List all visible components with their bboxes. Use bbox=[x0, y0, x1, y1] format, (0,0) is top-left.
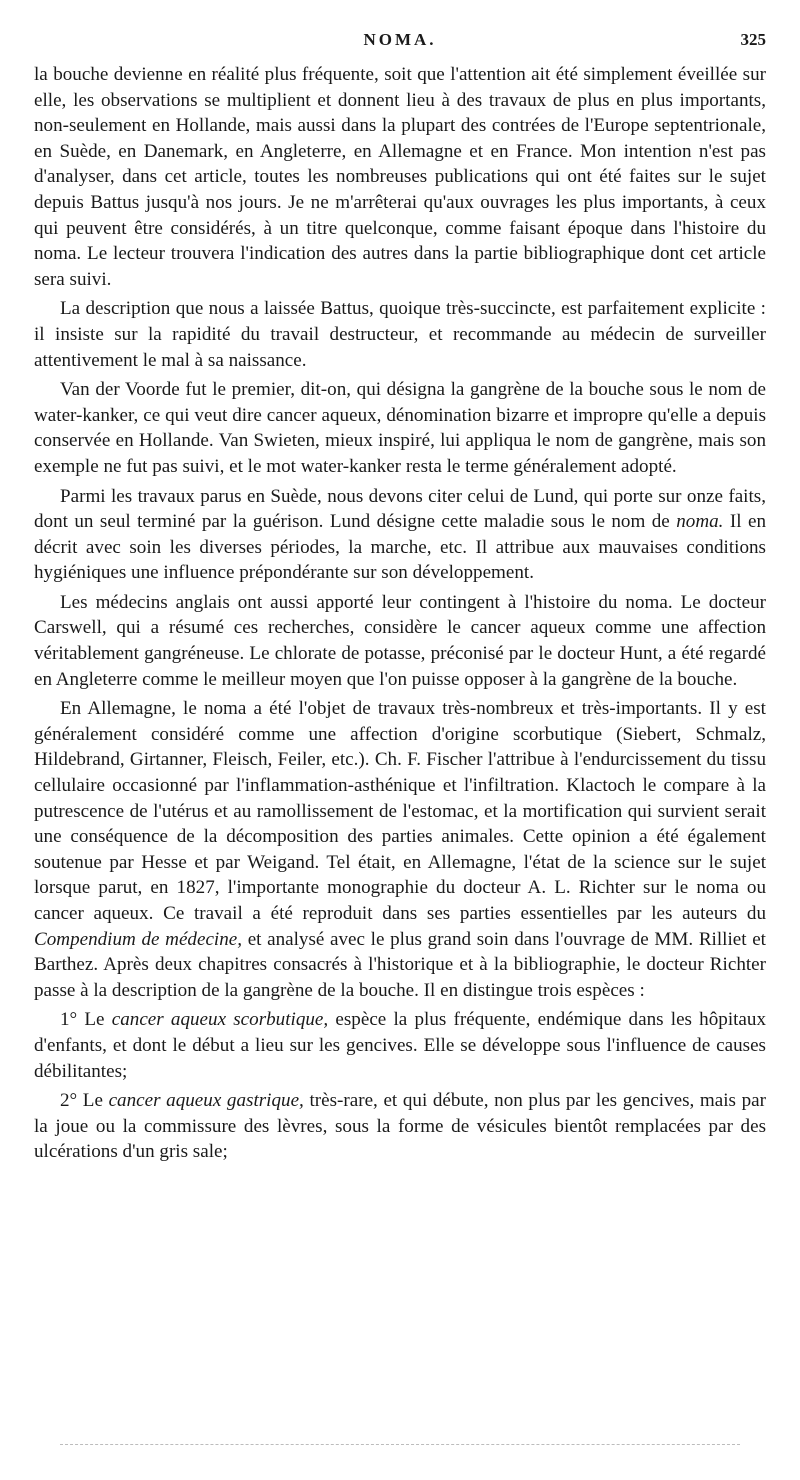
paragraph-text: la bouche devienne en réalité plus fréquente, soit que l'attention ait été simplement éveillée sur elle, les observations se multiplient et donnent lieu à des travaux de plus en plus importants, non-seulement en Hollande, mais aussi dans la plupart des contrées de l'Europe septentrionale, en Suède, en Danemark, en Angleterre, en Allemagne et en France. Mon intention n'est pas d'analyser, dans cet article, toutes les nombreuses publications qui ont été faites sur le sujet depuis Battus jusqu'à nos jours. Je ne m'arrêterai qu'aux ouvrages les plus importants, à ceux qui peuvent être considérés, à un titre quelconque, comme faisant époque dans l'histoire du noma. Le lecteur trouvera l'indication des autres dans la partie bibliographique dont cet article sera suivi. bbox=[34, 64, 766, 290]
paragraph bbox=[34, 590, 766, 692]
italic-term: cancer aqueux scorbutique, bbox=[111, 1009, 329, 1031]
italic-term: noma. bbox=[676, 511, 724, 533]
footer-divider bbox=[60, 1444, 740, 1445]
paragraph-text: Van der Voorde fut le premier, dit-on, qui désigna la gangrène de la bouche sous le nom de water-kanker, ce qui veut dire cancer aqueux, dénomination bizarre et impropre qu'elle a depuis conservée en Hollande. Van Swieten, mieux inspiré, lui appliqua le nom de gangrène, mais son exemple ne fut pas suivi, et le mot water-kanker resta le terme généralement adopté. bbox=[34, 379, 766, 477]
paragraph-text: Les médecins anglais ont aussi apporté leur contingent à l'histoire du noma. Le docteur Carswell, qui a résumé ces recherches, considère le cancer aqueux comme une affection véritablement gangréneuse. Le chlorate de potasse, préconisé par le docteur Hunt, a été regardé en Angleterre comme le meilleur moyen que l'on puisse opposer à la gangrène de la bouche. bbox=[34, 591, 766, 690]
list-item-text: très-rare, et qui débute, non plus par les gencives, mais par la joue ou la commissure des lèvres, sous la forme de vésicules bientôt remplacées par des ulcérations d'un gris sale; bbox=[34, 1090, 766, 1163]
page-number: 325 bbox=[740, 30, 766, 49]
paragraph-text: et analysé avec le plus grand soin dans l'ouvrage de MM. Rilliet et Barthez. Après deux chapitres consacrés à l'historique et à la bibliographie, le docteur Richter passe à la description de la gangrène de la bouche. Il en distingue trois espèces : bbox=[34, 928, 766, 1001]
body-text bbox=[34, 62, 766, 1165]
paragraph-text: La description que nous a laissée Battus, quoique très-succincte, est parfaitement explicite : il insiste sur la rapidité du travail destructeur, et recommande au médecin de surveiller attentivement le mal à sa naissance. bbox=[34, 298, 766, 371]
paragraph bbox=[34, 377, 766, 479]
italic-term: cancer aqueux gastrique, bbox=[108, 1090, 304, 1112]
paragraph-text: Il en décrit avec soin les diverses périodes, la marche, etc. Il attribue aux mauvaises conditions hygiéniques une influence prépondérante sur son développement. bbox=[34, 511, 767, 584]
paragraph-text: En Allemagne, le noma a été l'objet de travaux très-nombreux et très-importants. Il y est généralement considéré comme une affection d'origine scorbutique (Siebert, Schmalz, Hildebrand, Girtanner, Fleisch, Feiler, etc.). Ch. F. Fischer l'attribue à l'endurcissement du tissu cellulaire occasionné par l'inflammation-asthénique et l'infiltration. Klactoch le compare à la putrescence de l'utérus et au ramollissement de l'estomac, et la mortification qui survient serait une conséquence de la décomposition des parties animales. Cette opinion a été également soutenue par Hesse et par Weigand. Tel était, en Allemagne, l'état de la science sur le sujet lorsque parut, en 1827, l'importante monographie du docteur A. L. Richter sur le noma ou cancer aqueux. Ce travail a été reproduit dans ses parties essentielles par les auteurs du bbox=[34, 698, 766, 924]
paragraph bbox=[34, 696, 766, 1003]
list-item-text: espèce la plus fréquente, endémique dans les hôpitaux d'enfants, et dont le début a lieu sur les gencives. Elle se développe sous l'influence de causes débilitantes; bbox=[34, 1009, 766, 1082]
running-title: NOMA. bbox=[363, 30, 437, 49]
paragraph bbox=[34, 484, 766, 586]
paragraph-text: Parmi les travaux parus en Suède, nous devons citer celui de Lund, qui porte sur onze faits, dont un seul terminé par la guérison. Lund désigne cette maladie sous le nom de bbox=[34, 485, 766, 533]
list-item bbox=[34, 1007, 766, 1084]
list-item-text: 1° Le bbox=[60, 1009, 112, 1031]
paragraph-continued bbox=[34, 62, 766, 292]
paragraph bbox=[34, 296, 766, 373]
list-item bbox=[34, 1088, 766, 1165]
list-item-text: 2° Le bbox=[60, 1090, 109, 1112]
page-header bbox=[34, 26, 766, 56]
italic-title: Compendium de médecine, bbox=[34, 928, 243, 950]
